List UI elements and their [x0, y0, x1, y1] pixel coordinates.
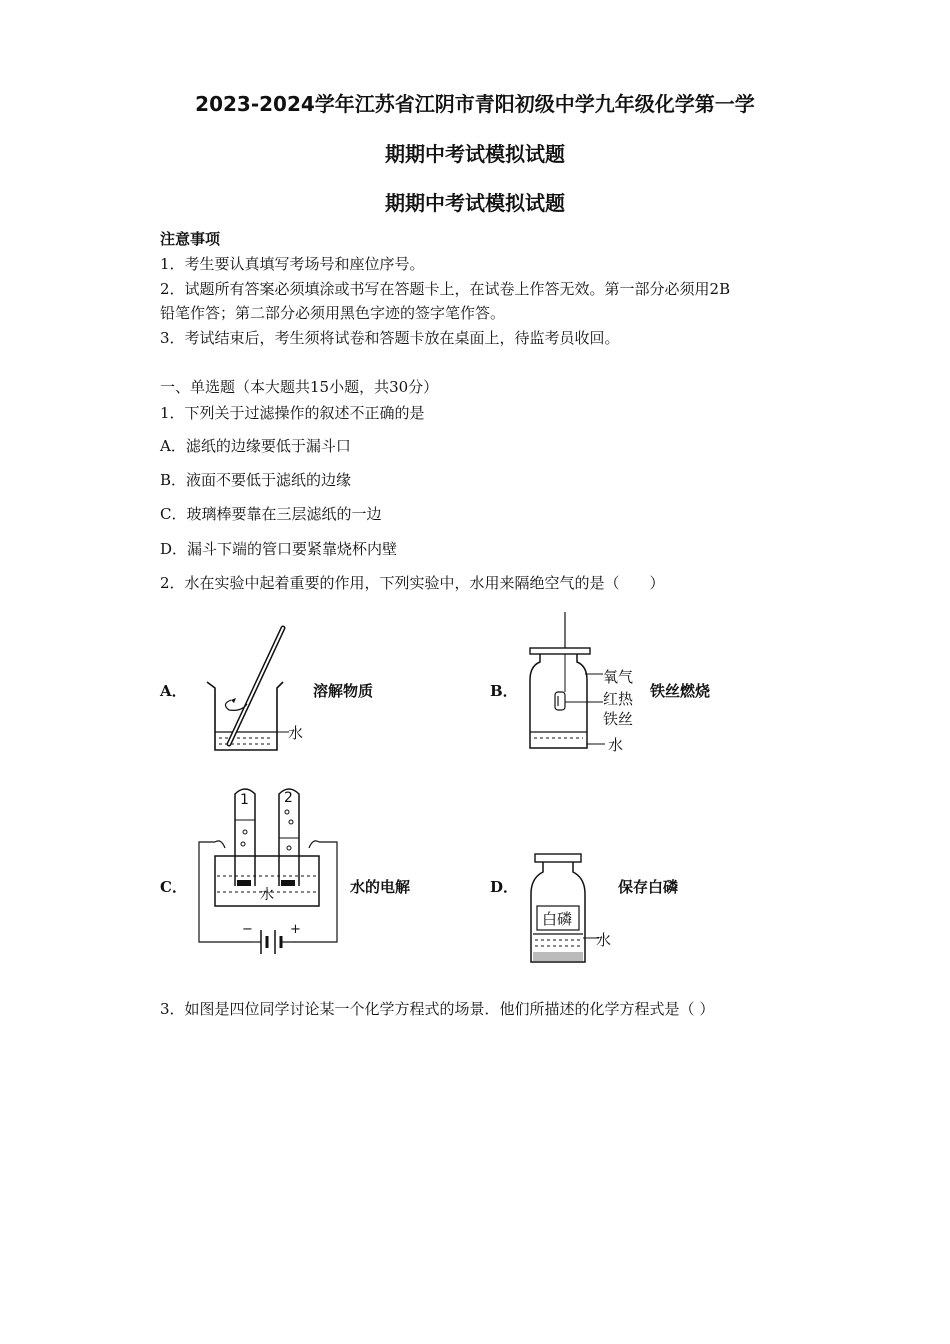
q3-stem: 3．如图是四位同学讨论某一个化学方程式的场景．他们所描述的化学方程式是（ ）	[160, 1000, 715, 1018]
notice-item-3: 3．考试结束后，考生须将试卷和答题卡放在桌面上，待监考员收回。	[160, 329, 620, 347]
q1-option-d: D．漏斗下端的管口要紧靠烧杯内壁	[160, 540, 398, 558]
fig-c-tube-1-label: 1	[240, 792, 249, 808]
fig-c-tube-2-label: 2	[284, 790, 293, 806]
q1-stem: 1．下列关于过滤操作的叙述不正确的是	[160, 404, 425, 422]
q2-fig-d-letter: D．	[490, 878, 519, 896]
page-title-line-2: 期期中考试模拟试题	[385, 142, 565, 166]
fig-b-red-hot-label: 红热	[603, 690, 634, 708]
section-heading: 一、单选题（本大题共15小题，共30分）	[160, 378, 439, 396]
fig-c-plus-label: +	[290, 922, 301, 937]
notice-item-2-cont: 铅笔作答；第二部分必须用黑色字迹的签字笔作答。	[160, 304, 506, 322]
fig-d-bottle-label: 白磷	[542, 910, 573, 928]
q2-fig-a-caption: 溶解物质	[313, 682, 374, 700]
fig-d-water-label: 水	[596, 931, 612, 949]
fig-c-minus-label: −	[242, 922, 253, 937]
notice-item-2: 2．试题所有答案必须填涂或书写在答题卡上，在试卷上作答无效。第一部分必须用2B	[160, 280, 731, 298]
page-title-line-1: 2023-2024学年江苏省江阴市青阳初级中学九年级化学第一学	[195, 92, 755, 116]
notice-item-1: 1．考生要认真填写考场号和座位序号。	[160, 255, 425, 273]
q2-fig-a-letter: A．	[160, 682, 187, 700]
q2-stem: 2．水在实验中起着重要的作用，下列实验中，水用来隔绝空气的是（ ）	[160, 574, 665, 592]
fig-b-iron-wire-label: 铁丝	[603, 710, 634, 728]
q2-fig-c-letter: C．	[160, 878, 187, 896]
fig-b-oxygen-label: 氧气	[603, 668, 634, 686]
q2-fig-b-caption: 铁丝燃烧	[650, 682, 711, 700]
fig-a-water-label: 水	[288, 724, 304, 742]
q2-fig-d-caption: 保存白磷	[618, 878, 679, 896]
q1-option-b: B．液面不要低于滤纸的边缘	[160, 471, 352, 489]
q1-option-a: A．滤纸的边缘要低于漏斗口	[160, 437, 351, 455]
q2-fig-c-caption: 水的电解	[350, 878, 411, 896]
fig-b-water-label: 水	[608, 736, 624, 754]
notice-heading: 注意事项	[160, 230, 221, 248]
reagent-bottle-figure	[525, 850, 625, 970]
page-title-line-3: 期期中考试模拟试题	[385, 191, 565, 215]
fig-c-water-label: 水	[260, 887, 274, 903]
q1-option-c: C．玻璃棒要靠在三层滤纸的一边	[160, 505, 382, 523]
q2-fig-b-letter: B．	[490, 682, 518, 700]
electrolysis-figure	[195, 782, 345, 972]
